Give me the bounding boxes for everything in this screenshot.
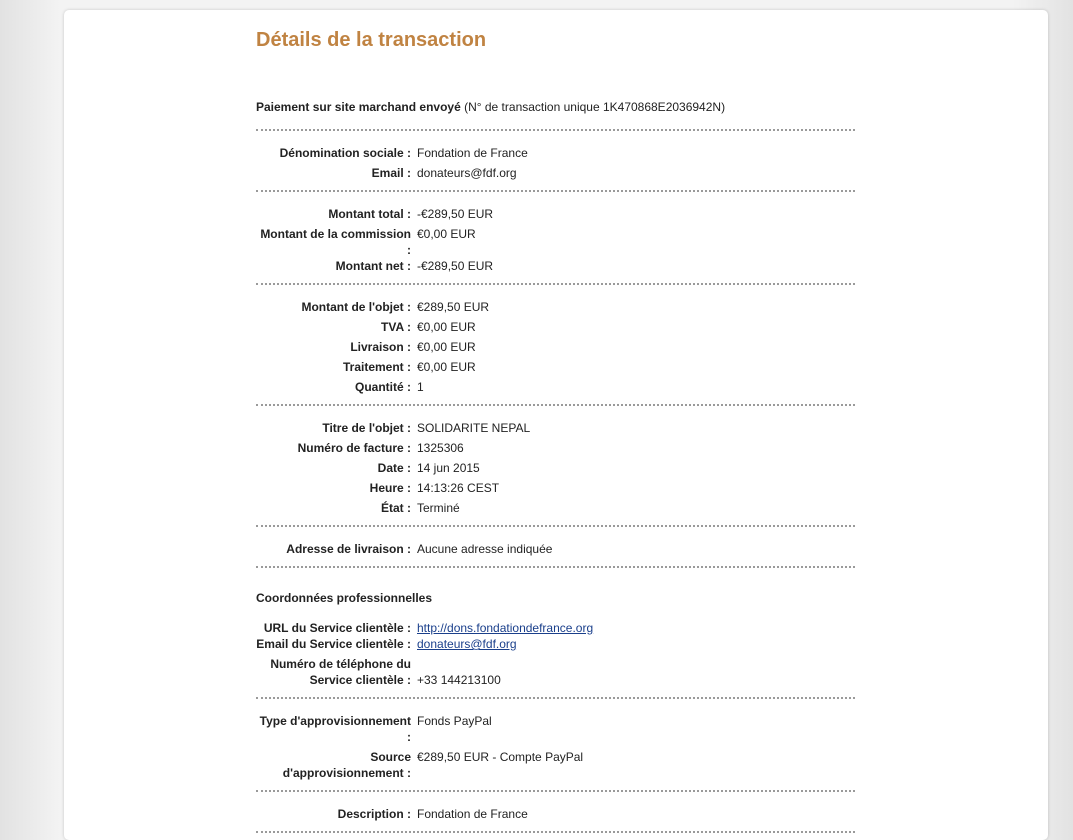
business-heading: Coordonnées professionnelles [256, 591, 433, 605]
funding-source-label [256, 749, 417, 781]
status-label: État : [381, 501, 411, 515]
merchant-email-row [256, 165, 855, 181]
funding-type-label: Type d'approvisionnement : [259, 714, 411, 744]
amounts-section [256, 192, 855, 283]
shipping-cost-label: Livraison : [350, 340, 411, 354]
merchant-name-label: Dénomination sociale : [279, 146, 411, 160]
shipping-address-value: Aucune adresse indiquée [417, 542, 553, 556]
merchant-email-label: Email : [371, 166, 411, 180]
merchant-name-row [256, 145, 855, 161]
merchant-email-value: donateurs@fdf.org [417, 166, 517, 180]
item-amount-label: Montant de l'objet : [301, 300, 411, 314]
funding-source-value: €289,50 EUR - Compte PayPal [417, 750, 584, 764]
customer-service-email-label: Email du Service clientèle : [256, 637, 411, 651]
shipping-address-section [256, 527, 855, 566]
intro-type: Paiement sur site marchand envoyé [256, 100, 461, 114]
fee-amount-label: Montant de la commission : [260, 227, 411, 257]
funding-type-value: Fonds PayPal [417, 714, 492, 728]
item-title-label: Titre de l'objet : [322, 421, 411, 435]
quantity-value: 1 [417, 380, 424, 394]
merchant-section [256, 131, 855, 190]
customer-service-email-link[interactable]: donateurs@fdf.org [417, 637, 517, 651]
funding-source-label-line-1: Source [370, 750, 411, 764]
phone-label-line-2: Service clientèle : [309, 673, 411, 687]
funding-source-row [256, 749, 855, 781]
transaction-intro [256, 99, 855, 115]
net-amount-value: -€289,50 EUR [417, 259, 494, 273]
customer-service-url-link[interactable]: http://dons.fondationdefrance.org [417, 621, 594, 635]
shipping-cost-value: €0,00 EUR [417, 340, 476, 354]
time-row [256, 480, 855, 496]
customer-service-phone-value: +33 144213100 [417, 673, 501, 687]
merchant-name-value: Fondation de France [417, 146, 528, 160]
date-row [256, 460, 855, 476]
description-label: Description : [337, 807, 411, 821]
fee-amount-row [256, 226, 855, 258]
time-value: 14:13:26 CEST [417, 481, 500, 495]
phone-label-line-1: Numéro de téléphone du [270, 657, 411, 671]
transaction-content [256, 27, 855, 833]
item-amounts-section [256, 285, 855, 404]
time-label: Heure : [369, 481, 411, 495]
net-amount-label: Montant net : [335, 259, 411, 273]
vat-row [256, 319, 855, 335]
business-section [256, 568, 855, 697]
handling-cost-value: €0,00 EUR [417, 360, 476, 374]
quantity-row [256, 379, 855, 395]
item-amount-value: €289,50 EUR [417, 300, 490, 314]
customer-service-url-row [256, 620, 855, 636]
item-title-value: SOLIDARITE NEPAL [417, 421, 531, 435]
vat-value: €0,00 EUR [417, 320, 476, 334]
funding-type-row [256, 713, 855, 745]
customer-service-url-label: URL du Service clientèle : [263, 621, 411, 635]
invoice-value: 1325306 [417, 441, 464, 455]
funding-source-label-line-2: d'approvisionnement : [282, 766, 411, 780]
transaction-card [64, 10, 1048, 840]
item-title-row [256, 420, 855, 436]
total-amount-row [256, 206, 855, 222]
date-value: 14 jun 2015 [417, 461, 480, 475]
shipping-address-label: Adresse de livraison : [286, 542, 411, 556]
customer-service-email-row [256, 636, 855, 652]
intro-transaction-id: (N° de transaction unique 1K470868E2036942N) [460, 100, 726, 114]
invoice-label: Numéro de facture : [297, 441, 411, 455]
funding-section [256, 699, 855, 790]
status-value: Terminé [417, 501, 460, 515]
vat-label: TVA : [381, 320, 411, 334]
invoice-row [256, 440, 855, 456]
shipping-address-row [256, 541, 855, 557]
total-amount-label: Montant total : [328, 207, 411, 221]
quantity-label: Quantité : [355, 380, 411, 394]
description-row [256, 806, 855, 822]
description-value: Fondation de France [417, 807, 528, 821]
customer-service-phone-label [256, 656, 417, 688]
item-details-section [256, 406, 855, 525]
item-amount-row [256, 299, 855, 315]
page-title: Détails de la transaction [256, 29, 487, 51]
handling-cost-row [256, 359, 855, 375]
net-amount-row [256, 258, 855, 274]
customer-service-phone-row [256, 656, 855, 688]
description-section [256, 792, 855, 831]
status-row [256, 500, 855, 516]
handling-cost-label: Traitement : [342, 360, 411, 374]
date-label: Date : [377, 461, 411, 475]
fee-amount-value: €0,00 EUR [417, 227, 476, 241]
shipping-cost-row [256, 339, 855, 355]
total-amount-value: -€289,50 EUR [417, 207, 494, 221]
separator [256, 831, 855, 833]
